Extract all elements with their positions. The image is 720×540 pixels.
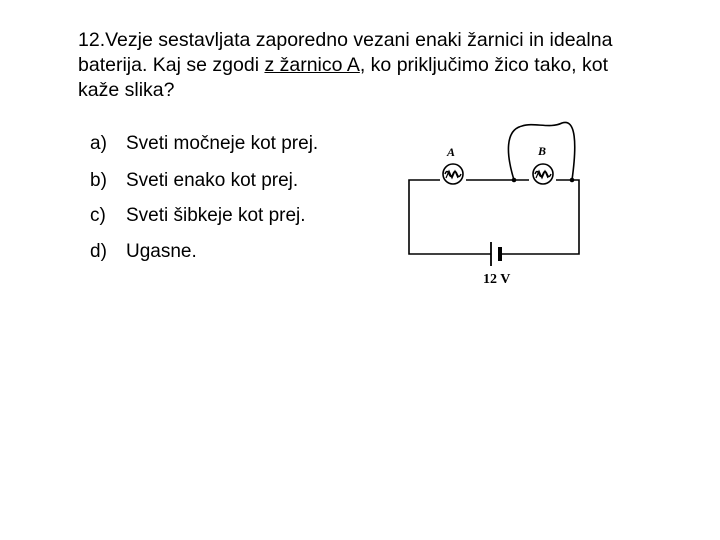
answer-b[interactable]	[90, 169, 298, 193]
answer-letter: b)	[90, 170, 107, 191]
bulb-b-icon	[533, 164, 553, 184]
answer-letter: a)	[90, 133, 107, 154]
bulb-a-label: A	[447, 145, 456, 159]
answer-text: Sveti enako kot prej.	[126, 170, 299, 191]
circuit-diagram	[400, 118, 590, 293]
answer-c[interactable]	[90, 204, 306, 228]
bulb-a-icon	[443, 164, 463, 184]
answer-text: Ugasne.	[126, 241, 197, 262]
question-underlined: z žarnico A	[264, 54, 360, 76]
question-text	[78, 28, 648, 103]
answer-a[interactable]	[90, 132, 318, 156]
question-suffix: , ko priključimo žico tako, kot kaže slika?	[78, 54, 609, 101]
battery-icon	[491, 242, 500, 266]
question-prefix: 12.Vezje sestavljata zaporedno vezani enaki žarnici in idealna baterija. Kaj se zgodi	[78, 29, 613, 76]
battery-voltage-label: 12 V	[483, 272, 511, 287]
circuit-wire-left	[409, 180, 491, 254]
answer-letter: c)	[90, 205, 106, 226]
answer-letter: d)	[90, 241, 107, 262]
circuit-wire-right	[500, 180, 579, 254]
bulb-b-label: B	[538, 144, 547, 158]
junction-dot	[570, 178, 575, 183]
answer-d[interactable]	[90, 240, 197, 264]
junction-dot	[512, 178, 517, 183]
answer-text: Sveti močneje kot prej.	[126, 133, 319, 154]
answer-text: Sveti šibkeje kot prej.	[126, 205, 306, 226]
